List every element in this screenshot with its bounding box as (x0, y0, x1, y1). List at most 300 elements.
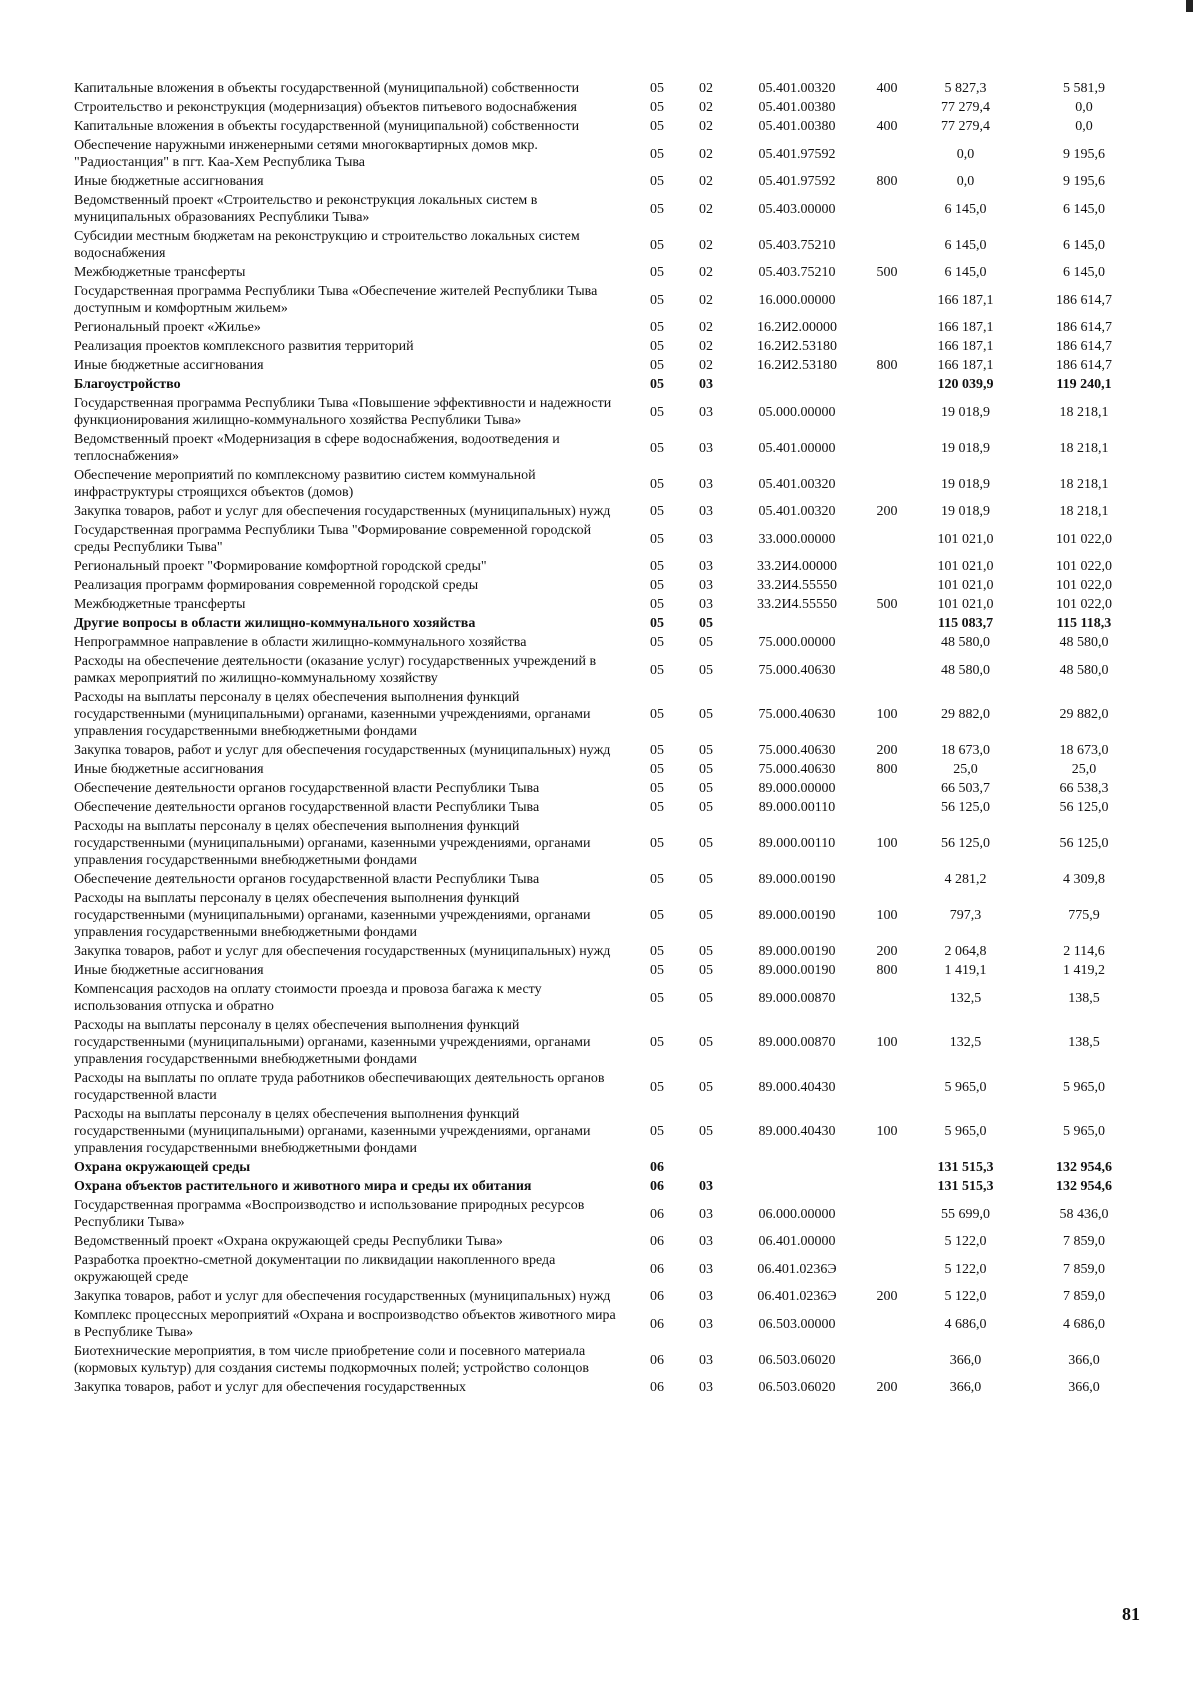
row-amount-year2: 4 309,8 (1063, 872, 1105, 887)
row-subsection: 05 (699, 1079, 713, 1095)
row-expense-type: 800 (876, 174, 898, 189)
row-amount-year2: 0,0 (1075, 119, 1093, 134)
row-amount-year2: 186 614,7 (1056, 358, 1112, 373)
row-amount-year2: 366,0 (1068, 1352, 1100, 1368)
row-amount-year1: 5 965,0 (944, 1079, 987, 1095)
row-section: 05 (650, 616, 664, 631)
row-section: 06 (650, 1316, 664, 1332)
row-name: Реализация проектов комплексного развития территорий (74, 339, 414, 354)
row-name: Расходы на выплаты персоналу в целях обеспечения выполнения функций государственными (муниципальными) органами, казенными учреждениями, органами управления государственными внебюджетными фондами (74, 690, 591, 739)
table-row (74, 1378, 1144, 1397)
row-amount-year2: 18 218,1 (1059, 476, 1109, 492)
row-subsection: 02 (699, 237, 713, 253)
row-subsection: 03 (699, 476, 713, 492)
row-name: Расходы на выплаты персоналу в целях обеспечения выполнения функций государственными (муниципальными) органами, казенными учреждениями, органами управления государственными внебюджетными фондами (74, 1107, 591, 1156)
row-target-article (727, 614, 867, 633)
row-subsection: 02 (699, 146, 713, 162)
row-expense-type (867, 282, 907, 318)
row-section: 06 (650, 1380, 664, 1395)
row-subsection: 03 (699, 1316, 713, 1332)
row-section: 05 (650, 174, 664, 189)
table-row (74, 817, 1144, 870)
row-target-article: 75.000.40630 (758, 743, 836, 758)
row-name: Обеспечение деятельности органов государственной власти Республики Тыва (74, 800, 540, 815)
row-section: 05 (650, 662, 664, 678)
row-amount-year1: 166 187,1 (937, 292, 994, 308)
row-expense-type: 200 (876, 944, 898, 959)
row-name: Закупка товаров, работ и услуг для обеспечения государственных (муниципальных) нужд (74, 743, 611, 758)
row-section: 05 (650, 872, 664, 887)
row-name: Охрана объектов растительного и животного мира и среды их обитания (74, 1179, 532, 1194)
row-subsection: 03 (699, 1380, 713, 1395)
row-subsection: 03 (699, 1289, 713, 1304)
row-amount-year2: 6 145,0 (1063, 237, 1105, 253)
row-expense-type (867, 318, 907, 337)
row-name: Государственная программа Республики Тыва "Формирование современной городской среды Республики Тыва" (74, 523, 592, 555)
row-section: 05 (650, 1035, 664, 1050)
row-name: Комплекс процессных мероприятий «Охрана и воспроизводство объектов животного мира в Республике Тыва» (74, 1308, 616, 1340)
table-row (74, 191, 1144, 227)
row-amount-year1: 166 187,1 (937, 358, 994, 373)
row-section: 05 (650, 635, 664, 650)
row-amount-year2: 186 614,7 (1056, 320, 1112, 335)
table-row (74, 502, 1144, 521)
row-target-article: 05.401.00380 (758, 100, 836, 115)
row-amount-year2: 29 882,0 (1059, 707, 1109, 722)
row-subsection: 05 (699, 1035, 713, 1050)
table-row (74, 172, 1144, 191)
row-target-article (727, 1177, 867, 1196)
row-expense-type (867, 1306, 907, 1342)
row-amount-year1: 4 281,2 (944, 872, 987, 887)
row-section: 06 (650, 1179, 664, 1194)
table-row (74, 263, 1144, 282)
row-amount-year2: 4 686,0 (1063, 1316, 1105, 1332)
row-target-article: 75.000.00000 (758, 635, 836, 650)
row-subsection: 03 (699, 1179, 713, 1194)
row-subsection: 03 (699, 1261, 713, 1277)
row-target-article: 89.000.00190 (758, 872, 836, 887)
row-section: 05 (650, 320, 664, 335)
row-amount-year1: 366,0 (949, 1380, 982, 1395)
table-row (74, 318, 1144, 337)
row-amount-year2: 132 954,6 (1056, 1179, 1112, 1194)
row-amount-year2: 115 118,3 (1056, 616, 1112, 631)
row-target-article: 05.401.00320 (758, 476, 836, 492)
row-name: Ведомственный проект «Строительство и реконструкция локальных систем в муниципальных образованиях Республики Тыва» (74, 193, 538, 225)
row-amount-year1: 19 018,9 (941, 476, 990, 492)
row-name: Закупка товаров, работ и услуг для обеспечения государственных (74, 1380, 467, 1395)
row-amount-year2: 25,0 (1071, 762, 1097, 777)
row-target-article: 89.000.40430 (758, 1079, 836, 1095)
table-row (74, 779, 1144, 798)
row-subsection: 05 (699, 781, 713, 796)
row-expense-type: 100 (876, 908, 898, 923)
table-row (74, 633, 1144, 652)
row-amount-year2: 6 145,0 (1063, 265, 1105, 280)
table-row (74, 1306, 1144, 1342)
table-row (74, 356, 1144, 375)
row-expense-type: 500 (876, 597, 898, 612)
row-target-article: 89.000.00190 (758, 963, 836, 978)
row-target-article: 89.000.00110 (758, 836, 836, 851)
row-amount-year2: 7 859,0 (1063, 1261, 1105, 1277)
row-name: Расходы на выплаты персоналу в целях обеспечения выполнения функций государственными (муниципальными) органами, казенными учреждениями, органами управления государственными внебюджетными фондами (74, 891, 591, 940)
row-target-article (727, 1158, 867, 1177)
row-section: 05 (650, 476, 664, 492)
row-expense-type (867, 614, 907, 633)
row-amount-year1: 6 145,0 (944, 265, 987, 280)
row-name: Другие вопросы в области жилищно-коммунального хозяйства (74, 616, 476, 631)
row-name: Расходы на выплаты по оплате труда работников обеспечивающих деятельность органов государственной власти (74, 1071, 605, 1103)
row-name: Непрограммное направление в области жилищно-коммунального хозяйства (74, 635, 527, 650)
row-target-article: 33.2И4.55550 (756, 578, 838, 593)
row-section: 05 (650, 836, 664, 851)
row-section: 05 (650, 578, 664, 593)
row-name: Расходы на выплаты персоналу в целях обеспечения выполнения функций государственными (муниципальными) органами, казенными учреждениями, органами управления государственными внебюджетными фондами (74, 1018, 591, 1067)
row-section: 05 (650, 504, 664, 519)
table-row (74, 430, 1144, 466)
row-target-article: 05.403.75210 (758, 237, 836, 253)
row-section: 05 (650, 944, 664, 959)
row-target-article: 06.000.00000 (758, 1206, 836, 1222)
row-name: Реализация программ формирования современной городской среды (74, 578, 479, 593)
row-amount-year1: 5 122,0 (944, 1234, 987, 1249)
row-expense-type: 100 (876, 1124, 898, 1139)
table-row (74, 337, 1144, 356)
row-amount-year2: 9 195,6 (1063, 146, 1105, 162)
row-name: Региональный проект «Жилье» (74, 320, 261, 335)
row-amount-year1: 132,5 (949, 990, 982, 1006)
row-target-article: 06.503.06020 (758, 1380, 836, 1395)
row-amount-year2: 775,9 (1068, 908, 1100, 923)
row-target-article (727, 375, 867, 394)
row-subsection: 02 (699, 265, 713, 280)
page-number: 81 (1122, 1604, 1140, 1624)
row-expense-type: 400 (876, 81, 898, 96)
row-section: 05 (650, 339, 664, 354)
row-amount-year2: 119 240,1 (1056, 377, 1112, 392)
row-name: Разработка проектно-сметной документации по ликвидации накопленного вреда окружающей среде (74, 1253, 556, 1285)
row-expense-type (867, 652, 907, 688)
row-amount-year2: 18 673,0 (1059, 743, 1109, 758)
row-amount-year1: 4 686,0 (944, 1316, 987, 1332)
row-subsection: 03 (699, 1206, 713, 1222)
row-section: 05 (650, 1124, 664, 1139)
row-amount-year1: 115 083,7 (937, 616, 994, 631)
row-target-article: 05.000.00000 (758, 404, 836, 420)
table-row (74, 521, 1144, 557)
row-amount-year1: 2 064,8 (944, 944, 987, 959)
row-name: Строительство и реконструкция (модернизация) объектов питьевого водоснабжения (74, 100, 577, 115)
row-section: 05 (650, 743, 664, 758)
row-section: 05 (650, 908, 664, 923)
row-target-article: 05.401.00320 (758, 504, 836, 519)
row-expense-type (867, 466, 907, 502)
row-amount-year2: 138,5 (1068, 1035, 1100, 1050)
table-row (74, 980, 1144, 1016)
row-name: Иные бюджетные ассигнования (74, 963, 264, 978)
table-row (74, 375, 1144, 394)
row-target-article: 89.000.00870 (758, 990, 836, 1006)
row-expense-type (867, 980, 907, 1016)
table-row (74, 1158, 1144, 1177)
row-expense-type (867, 557, 907, 576)
row-subsection: 02 (699, 292, 713, 308)
row-target-article: 89.000.00870 (758, 1035, 836, 1050)
row-target-article: 89.000.00190 (758, 908, 836, 923)
row-section: 05 (650, 119, 664, 134)
row-target-article: 33.000.00000 (758, 531, 836, 547)
row-amount-year1: 66 503,7 (941, 781, 990, 796)
row-expense-type: 200 (876, 743, 898, 758)
row-subsection (685, 1158, 727, 1177)
row-amount-year2: 2 114,6 (1063, 944, 1105, 959)
row-amount-year1: 5 827,3 (944, 81, 987, 96)
row-target-article: 33.2И4.55550 (756, 597, 838, 612)
row-expense-type: 800 (876, 358, 898, 373)
row-amount-year1: 56 125,0 (941, 836, 990, 851)
row-target-article: 75.000.40630 (758, 762, 836, 777)
row-section: 05 (650, 237, 664, 253)
row-amount-year2: 101 022,0 (1056, 559, 1112, 574)
row-subsection: 02 (699, 358, 713, 373)
row-amount-year1: 0,0 (956, 174, 975, 189)
row-name: Межбюджетные трансферты (74, 265, 246, 280)
scan-corner-mark (1186, 0, 1193, 12)
row-amount-year1: 6 145,0 (944, 237, 987, 253)
row-target-article: 16.2И2.00000 (756, 320, 838, 335)
row-amount-year2: 48 580,0 (1059, 662, 1109, 678)
row-subsection: 03 (699, 504, 713, 519)
table-row (74, 98, 1144, 117)
row-name: Обеспечение мероприятий по комплексному развитию систем коммунальной инфраструктуры строящихся объектов (домов) (74, 468, 536, 500)
row-name: Иные бюджетные ассигнования (74, 762, 264, 777)
row-section: 05 (650, 559, 664, 574)
row-amount-year1: 101 021,0 (937, 597, 994, 612)
row-name: Субсидии местным бюджетам на реконструкцию и строительство локальных систем водоснабжения (74, 229, 580, 261)
table-row (74, 576, 1144, 595)
table-row (74, 870, 1144, 889)
row-amount-year2: 18 218,1 (1059, 504, 1109, 519)
row-subsection: 05 (699, 800, 713, 815)
row-section: 06 (650, 1206, 664, 1222)
row-amount-year1: 6 145,0 (944, 201, 987, 217)
row-section: 05 (650, 292, 664, 308)
row-expense-type (867, 394, 907, 430)
row-expense-type: 500 (876, 265, 898, 280)
row-amount-year1: 19 018,9 (941, 440, 990, 456)
row-target-article: 75.000.40630 (758, 662, 836, 678)
row-amount-year2: 186 614,7 (1056, 339, 1112, 354)
row-amount-year2: 5 581,9 (1063, 81, 1105, 96)
row-section: 05 (650, 597, 664, 612)
row-target-article: 06.401.0236Э (757, 1261, 837, 1277)
row-expense-type (867, 1251, 907, 1287)
row-amount-year2: 18 218,1 (1059, 404, 1109, 420)
row-name: Ведомственный проект «Модернизация в сфере водоснабжения, водоотведения и теплоснабжения» (74, 432, 560, 464)
row-name: Иные бюджетные ассигнования (74, 358, 264, 373)
table-row (74, 798, 1144, 817)
row-subsection: 02 (699, 320, 713, 335)
row-amount-year1: 56 125,0 (941, 800, 990, 815)
row-amount-year1: 0,0 (956, 146, 975, 162)
row-target-article: 05.401.97592 (758, 174, 836, 189)
row-subsection: 05 (699, 990, 713, 1006)
row-expense-type (867, 136, 907, 172)
row-section: 05 (650, 781, 664, 796)
table-row (74, 79, 1144, 98)
table-row (74, 394, 1144, 430)
row-name: Капитальные вложения в объекты государственной (муниципальной) собственности (74, 81, 580, 96)
row-expense-type: 800 (876, 762, 898, 777)
table-row (74, 1016, 1144, 1069)
row-expense-type (867, 521, 907, 557)
row-subsection: 05 (699, 963, 713, 978)
row-amount-year1: 1 419,1 (944, 963, 987, 978)
row-name: Расходы на выплаты персоналу в целях обеспечения выполнения функций государственными (муниципальными) органами, казенными учреждениями, органами управления государственными внебюджетными фондами (74, 819, 591, 868)
row-expense-type (867, 576, 907, 595)
row-amount-year1: 132,5 (949, 1035, 982, 1050)
row-amount-year1: 166 187,1 (937, 339, 994, 354)
row-amount-year1: 18 673,0 (941, 743, 990, 758)
row-section: 06 (650, 1289, 664, 1304)
row-amount-year1: 5 122,0 (944, 1289, 987, 1304)
row-name: Обеспечение наружными инженерными сетями многоквартирных домов мкр. "Радиостанция" в пгт. Каа-Хем Республика Тыва (74, 138, 538, 170)
row-amount-year2: 138,5 (1068, 990, 1100, 1006)
row-amount-year2: 1 419,2 (1063, 963, 1105, 978)
row-amount-year1: 19 018,9 (941, 504, 990, 519)
row-expense-type (867, 375, 907, 394)
row-expense-type (867, 798, 907, 817)
row-expense-type (867, 98, 907, 117)
row-amount-year2: 7 859,0 (1063, 1289, 1105, 1304)
row-section: 06 (650, 1352, 664, 1368)
row-expense-type: 800 (876, 963, 898, 978)
row-name: Государственная программа Республики Тыва «Повышение эффективности и надежности функционирования жилищно-коммунального хозяйства Республики Тыва» (74, 396, 612, 428)
row-subsection: 05 (699, 743, 713, 758)
row-expense-type (867, 430, 907, 466)
table-row (74, 1177, 1144, 1196)
row-target-article: 75.000.40630 (758, 707, 836, 722)
row-amount-year1: 48 580,0 (941, 635, 990, 650)
row-amount-year2: 56 125,0 (1059, 800, 1109, 815)
row-section: 05 (650, 201, 664, 217)
row-amount-year1: 19 018,9 (941, 404, 990, 420)
row-amount-year2: 18 218,1 (1059, 440, 1109, 456)
row-amount-year2: 366,0 (1068, 1380, 1100, 1395)
table-row (74, 1196, 1144, 1232)
row-target-article: 06.503.06020 (758, 1352, 836, 1368)
row-name: Иные бюджетные ассигнования (74, 174, 264, 189)
row-amount-year1: 797,3 (949, 908, 982, 923)
row-amount-year2: 186 614,7 (1056, 292, 1112, 308)
row-amount-year1: 77 279,4 (941, 100, 990, 115)
row-section: 05 (650, 81, 664, 96)
row-target-article: 05.401.00000 (758, 440, 836, 456)
row-subsection: 02 (699, 339, 713, 354)
row-subsection: 05 (699, 944, 713, 959)
row-subsection: 02 (699, 174, 713, 189)
row-subsection: 05 (699, 1124, 713, 1139)
row-name: Капитальные вложения в объекты государственной (муниципальной) собственности (74, 119, 580, 134)
row-name: Благоустройство (74, 377, 181, 392)
row-subsection: 05 (699, 872, 713, 887)
row-section: 05 (650, 762, 664, 777)
row-target-article: 16.2И2.53180 (756, 358, 838, 373)
row-amount-year2: 5 965,0 (1063, 1124, 1105, 1139)
row-expense-type: 100 (876, 1035, 898, 1050)
row-section: 05 (650, 440, 664, 456)
row-target-article: 33.2И4.00000 (756, 559, 838, 574)
row-expense-type (867, 779, 907, 798)
row-amount-year1: 131 515,3 (937, 1179, 994, 1194)
row-name: Ведомственный проект «Охрана окружающей среды Республики Тыва» (74, 1234, 503, 1249)
row-expense-type (867, 1069, 907, 1105)
row-name: Государственная программа «Воспроизводство и использование природных ресурсов Республики Тыва» (74, 1198, 585, 1230)
row-amount-year1: 5 122,0 (944, 1261, 987, 1277)
table-row (74, 614, 1144, 633)
table-row (74, 688, 1144, 741)
row-amount-year1: 77 279,4 (941, 119, 990, 134)
row-section: 05 (650, 1079, 664, 1095)
row-name: Компенсация расходов на оплату стоимости проезда и провоза багажа к месту использования отпуска и обратно (74, 982, 542, 1014)
table-row (74, 1251, 1144, 1287)
table-row (74, 117, 1144, 136)
row-subsection: 05 (699, 836, 713, 851)
row-amount-year1: 131 515,3 (937, 1160, 994, 1175)
row-subsection: 05 (699, 616, 713, 631)
row-expense-type (867, 870, 907, 889)
row-amount-year2: 56 125,0 (1059, 836, 1109, 851)
row-subsection: 05 (699, 762, 713, 777)
row-target-article: 89.000.00190 (758, 944, 836, 959)
row-expense-type: 200 (876, 1289, 898, 1304)
row-name: Межбюджетные трансферты (74, 597, 246, 612)
row-amount-year2: 5 965,0 (1063, 1079, 1105, 1095)
table-row (74, 1342, 1144, 1378)
row-name: Закупка товаров, работ и услуг для обеспечения государственных (муниципальных) нужд (74, 1289, 611, 1304)
row-subsection: 03 (699, 1352, 713, 1368)
row-subsection: 05 (699, 635, 713, 650)
row-name: Государственная программа Республики Тыва «Обеспечение жителей Республики Тыва доступным и комфортным жильем» (74, 284, 598, 316)
row-expense-type (867, 1342, 907, 1378)
row-section: 05 (650, 963, 664, 978)
row-target-article: 89.000.00110 (758, 800, 836, 815)
row-expense-type (867, 191, 907, 227)
row-amount-year2: 6 145,0 (1063, 201, 1105, 217)
row-subsection: 02 (699, 119, 713, 134)
row-target-article: 06.401.0236Э (757, 1289, 837, 1304)
row-subsection: 03 (699, 597, 713, 612)
row-amount-year2: 7 859,0 (1063, 1234, 1105, 1249)
row-target-article: 16.2И2.53180 (756, 339, 838, 354)
row-amount-year2: 101 022,0 (1056, 578, 1112, 593)
row-subsection: 03 (699, 559, 713, 574)
table-row (74, 652, 1144, 688)
row-expense-type (867, 227, 907, 263)
row-target-article: 05.403.00000 (758, 201, 836, 217)
row-expense-type (867, 1177, 907, 1196)
row-amount-year2: 9 195,6 (1063, 174, 1105, 189)
table-row (74, 1232, 1144, 1251)
row-subsection: 05 (699, 707, 713, 722)
row-target-article: 05.401.97592 (758, 146, 836, 162)
table-row (74, 741, 1144, 760)
row-amount-year2: 48 580,0 (1059, 635, 1109, 650)
table-row (74, 227, 1144, 263)
row-amount-year2: 101 022,0 (1056, 597, 1112, 612)
